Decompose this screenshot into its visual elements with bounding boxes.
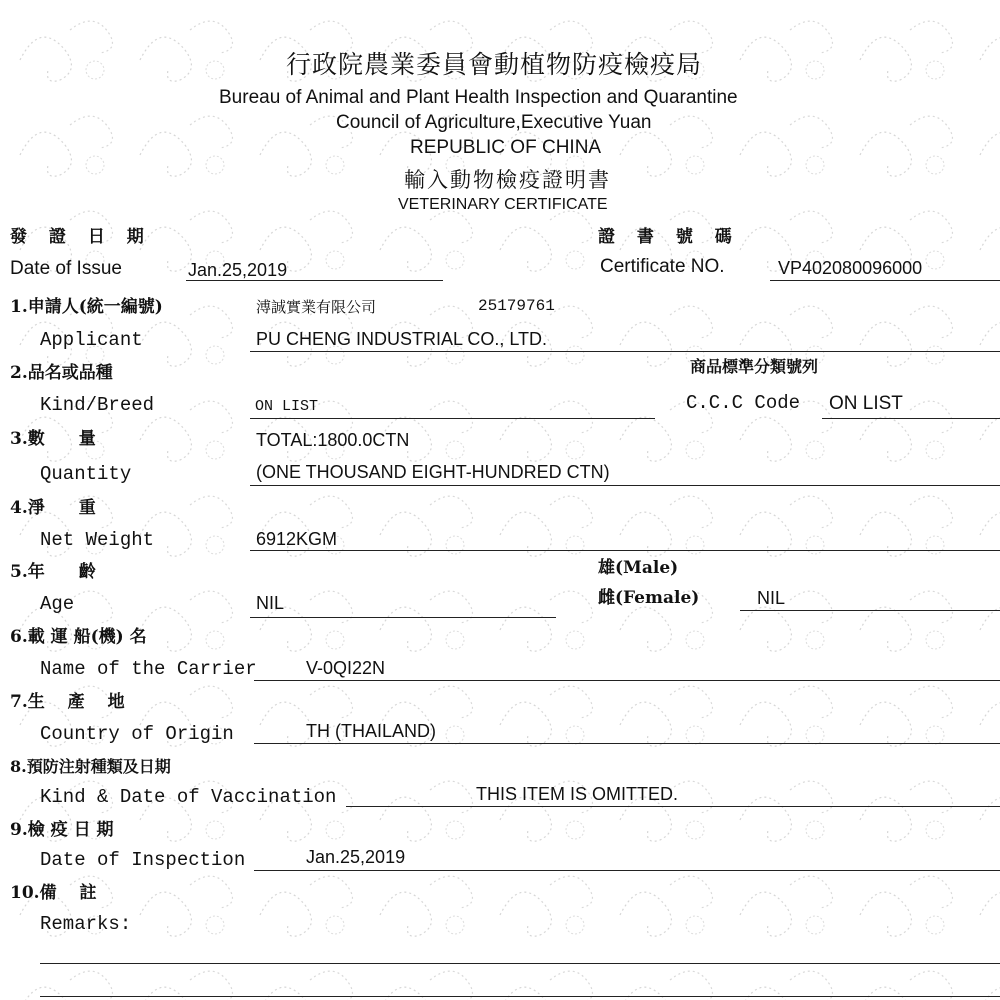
ccc-code-label: C.C.C Code	[686, 392, 801, 414]
field-2-label-zh: 2.品名或品種	[10, 363, 113, 383]
male-label: 雄(Male)	[598, 558, 679, 578]
field-8-label-zh: 8.預防注射種類及日期	[10, 757, 171, 776]
net-weight-underline	[250, 550, 1000, 551]
field-6-label-zh: 6.載 運 船(機) 名	[10, 627, 147, 647]
remarks-line-1	[40, 963, 1000, 964]
certificate-no-value: VP402080096000	[778, 258, 923, 278]
document-title-zh: 輸入動物檢疫證明書	[404, 168, 611, 192]
field-10-label-zh: 10.備 註	[10, 883, 97, 903]
net-weight-label: Net Weight	[40, 529, 155, 551]
inspection-date-value: Jan.25,2019	[306, 847, 406, 867]
certificate-no-underline	[770, 280, 1000, 281]
remarks-label: Remarks:	[40, 913, 132, 935]
vaccination-underline	[346, 806, 1000, 807]
remarks-line-2	[40, 996, 1000, 997]
issue-date-label: Date of Issue	[10, 258, 122, 279]
kind-breed-value: ON LIST	[255, 398, 319, 415]
issue-date-underline	[186, 280, 443, 281]
carrier-value: V-0QI22N	[306, 658, 386, 678]
certificate-no-label: Certificate NO.	[600, 256, 725, 277]
issue-date-value: Jan.25,2019	[188, 260, 288, 280]
carrier-underline	[254, 680, 1000, 681]
vaccination-label: Kind & Date of Vaccination	[40, 786, 337, 808]
certificate-no-label-zh: 證 書 號 碼	[598, 227, 740, 247]
issue-date-label-zh: 發 證 日 期	[10, 227, 152, 247]
applicant-label: Applicant	[40, 329, 143, 351]
vaccination-value: THIS ITEM IS OMITTED.	[476, 784, 678, 804]
field-7-label-zh: 7.生 產 地	[10, 692, 125, 712]
age-label: Age	[40, 593, 75, 615]
sex-value: NIL	[757, 588, 786, 608]
origin-label: Country of Origin	[40, 723, 234, 745]
field-4-label-zh: 4.淨 重	[10, 498, 96, 518]
female-label: 雌(Female)	[598, 588, 700, 608]
age-value: NIL	[256, 593, 285, 613]
origin-value: TH (THAILAND)	[306, 721, 436, 741]
kind-breed-label: Kind/Breed	[40, 394, 155, 416]
country-name: REPUBLIC OF CHINA	[410, 137, 602, 158]
field-1-label-zh: 1.申請人(統一編號)	[10, 297, 163, 317]
carrier-label: Name of the Carrier	[40, 658, 257, 680]
applicant-value: PU CHENG INDUSTRIAL CO., LTD.	[256, 329, 548, 349]
applicant-id: 25179761	[478, 297, 555, 315]
ccc-code-underline	[822, 418, 1000, 419]
document-title-en: VETERINARY CERTIFICATE	[398, 196, 608, 213]
inspection-date-underline	[254, 870, 1000, 871]
field-5-label-zh: 5.年 齡	[10, 562, 96, 582]
kind-breed-underline	[250, 418, 655, 419]
applicant-underline	[250, 351, 1000, 352]
ccc-code-value: ON LIST	[829, 393, 903, 414]
net-weight-value: 6912KGM	[256, 529, 338, 549]
applicant-name-zh: 溥誠實業有限公司	[256, 298, 377, 316]
quantity-words: (ONE THOUSAND EIGHT-HUNDRED CTN)	[256, 462, 610, 482]
age-underline	[250, 617, 556, 618]
council-name: Council of Agriculture,Executive Yuan	[336, 112, 652, 133]
origin-underline	[254, 743, 1000, 744]
inspection-date-label: Date of Inspection	[40, 849, 246, 871]
ccc-code-label-zh: 商品標準分類號列	[690, 357, 819, 376]
quantity-underline	[250, 485, 1000, 486]
field-9-label-zh: 9.檢 疫 日 期	[10, 820, 114, 840]
field-3-label-zh: 3.數 量	[10, 429, 96, 449]
quantity-total: TOTAL:1800.0CTN	[256, 430, 410, 450]
quantity-label: Quantity	[40, 463, 132, 485]
agency-title-en: Bureau of Animal and Plant Health Inspection and Quarantine	[219, 87, 738, 108]
sex-underline	[740, 610, 1000, 611]
agency-title-zh: 行政院農業委員會動植物防疫檢疫局	[286, 50, 703, 79]
